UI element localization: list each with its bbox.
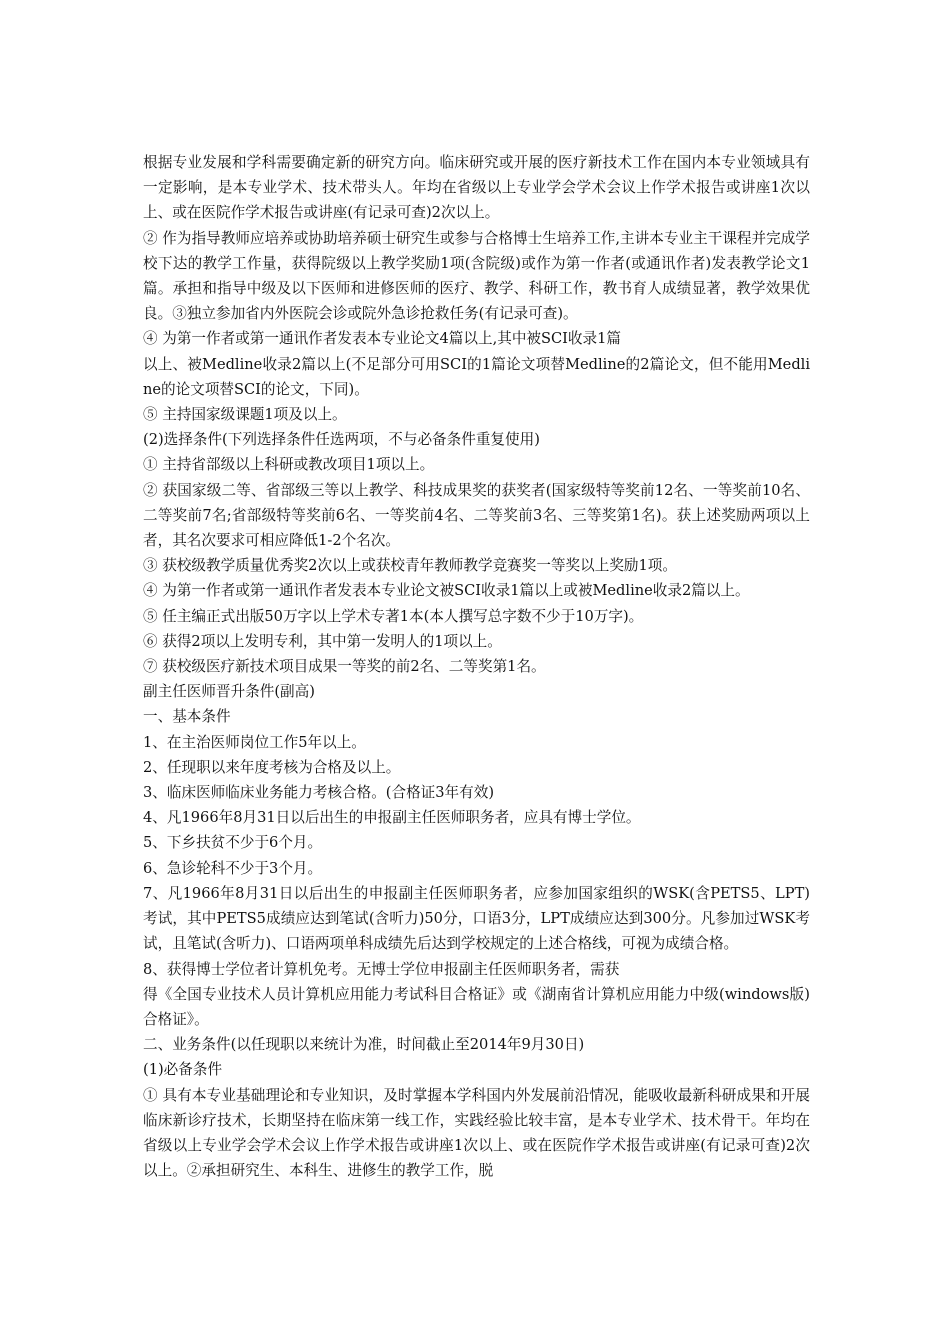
paragraph-national-project: ⑤ 主持国家级课题1项及以上。 — [143, 406, 347, 424]
basic-condition-6: 6、急诊轮科不少于3个月。 — [143, 859, 323, 877]
paragraph-optional-6: ⑥ 获得2项以上发明专利，其中第一发明人的1项以上。 — [143, 632, 502, 650]
section-heading-basic-conditions: 一、基本条件 — [143, 708, 231, 726]
paragraph-optional-5: ⑤ 任主编正式出版50万字以上学术专著1本(本人撰写总字数不少于10万字)。 — [143, 607, 644, 625]
document-body — [143, 150, 810, 1183]
paragraph-optional-2: ② 获国家级二等、省部级三等以上教学、科技成果奖的获奖者(国家级特等奖前12名、一等奖前10名、二等奖前7名;省部级特等奖前6名、一等奖前4名、二等奖前3名、三等奖第1名)。获上述奖励两项以上者，其名次要求可相应降低1-2个名次。 — [143, 481, 810, 550]
paragraph-required-1: ① 具有本专业基础理论和专业知识，及时掌握本学科国内外发展前沿情况，能吸收最新科研成果和开展临床新诊疗技术，长期坚持在临床第一线工作，实践经验比较丰富，是本专业学术、技术骨干。年均在省级以上专业学会学术会议上作学术报告或讲座1次以上、或在医院作学术报告或讲座(有记录可查)2次以上。②承担研究生、本科生、进修生的教学工作，脱 — [143, 1086, 810, 1180]
paragraph-paper-requirement: ④ 为第一作者或第一通讯作者发表本专业论文4篇以上,其中被SCI收录1篇 — [143, 330, 621, 348]
paragraph-teaching-requirement: ② 作为指导教师应培养或协助培养硕士研究生或参与合格博士生培养工作,主讲本专业主干课程并完成学校下达的教学工作量，获得院级以上教学奖励1项(含院级)或作为第一作者(或通讯作者)发表教学论文1篇。承担和指导中级及以下医师和进修医师的医疗、教学、科研工作，教书育人成绩显著，教学效果优良。③独立参加省内外医院会诊或院外急诊抢救任务(有记录可查)。 — [143, 229, 810, 323]
basic-condition-8: 8、获得博士学位者计算机免考。无博士学位申报副主任医师职务者，需获 — [143, 960, 620, 978]
paragraph-research-direction: 根据专业发展和学科需要确定新的研究方向。临床研究或开展的医疗新技术工作在国内本专业领域具有一定影响，是本专业学术、技术带头人。年均在省级以上专业学会学术会议上作学术报告或讲座1次以上、或在医院作学术报告或讲座(有记录可查)2次以上。 — [143, 154, 810, 222]
paragraph-optional-4: ④ 为第一作者或第一通讯作者发表本专业论文被SCI收录1篇以上或被Medline收录2篇以上。 — [143, 582, 750, 600]
basic-condition-2: 2、任现职以来年度考核为合格及以上。 — [143, 758, 401, 776]
paragraph-optional-3: ③ 获校级教学质量优秀奖2次以上或获校青年教师教学竞赛奖一等奖以上奖励1项。 — [143, 557, 677, 575]
paragraph-paper-requirement-cont: 以上、被Medline收录2篇以上(不足部分可用SCI的1篇论文项替Medline的2篇论文，但不能用Medline的论文项替SCI的论文，下同)。 — [143, 355, 810, 398]
paragraph-optional-conditions: (2)选择条件(下列选择条件任选两项，不与必备条件重复使用) — [143, 431, 540, 449]
basic-condition-3: 3、临床医师临床业务能力考核合格。(合格证3年有效) — [143, 784, 495, 802]
section-heading-associate-chief: 副主任医师晋升条件(副高) — [143, 683, 315, 701]
basic-condition-1: 1、在主治医师岗位工作5年以上。 — [143, 733, 366, 751]
paragraph-optional-7: ⑦ 获校级医疗新技术项目成果一等奖的前2名、二等奖第1名。 — [143, 658, 546, 676]
basic-condition-8-cont: 得《全国专业技术人员计算机应用能力考试科目合格证》或《湖南省计算机应用能力中级(windows版)合格证》。 — [143, 985, 810, 1028]
paragraph-optional-1: ① 主持省部级以上科研或教改项目1项以上。 — [143, 456, 435, 474]
section-heading-business-conditions: 二、业务条件(以任现职以来统计为准，时间截止至2014年9月30日) — [143, 1036, 585, 1054]
basic-condition-5: 5、下乡扶贫不少于6个月。 — [143, 834, 323, 852]
subheading-required-conditions: (1)必备条件 — [143, 1061, 223, 1079]
basic-condition-4: 4、凡1966年8月31日以后出生的申报副主任医师职务者，应具有博士学位。 — [143, 809, 641, 827]
basic-condition-7: 7、凡1966年8月31日以后出生的申报副主任医师职务者，应参加国家组织的WSK(含PETS5、LPT)考试，其中PETS5成绩应达到笔试(含听力)50分，口语3分，LPT成绩应达到300分。凡参加过WSK考试，且笔试(含听力)、口语两项单科成绩先后达到学校规定的上述合格线，可视为成绩合格。 — [143, 884, 810, 953]
